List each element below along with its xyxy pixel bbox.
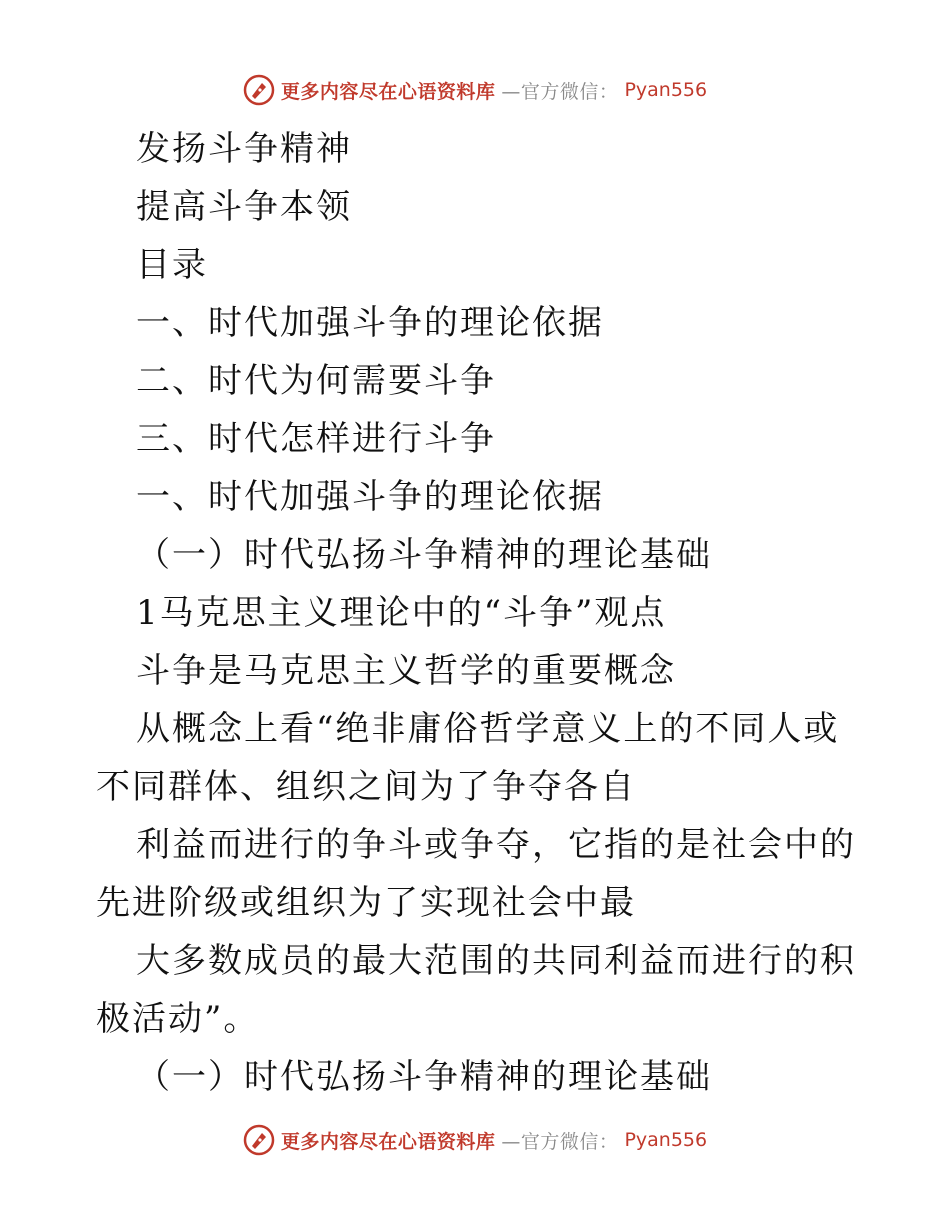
banner-text: 更多内容尽在心语资料库 (280, 1130, 496, 1153)
paragraph-2: 利益而进行的争斗或争夺，它指的是社会中的先进阶级或组织为了实现社会中最 (96, 825, 856, 923)
pen-nib-logo-icon (243, 1124, 275, 1156)
subsection-heading-repeat: （一）时代弘扬斗争精神的理论基础 (136, 1057, 712, 1097)
concept-line: 斗争是马克思主义哲学的重要概念 (136, 651, 676, 691)
header-banner (0, 70, 950, 110)
footer-banner (0, 1120, 950, 1160)
paragraph-1: 从概念上看“绝非庸俗哲学意义上的不同人或不同群体、组织之间为了争夺各自 (96, 709, 840, 807)
banner-wechat-id: Pyan556 (624, 1129, 708, 1151)
toc-item-2: 二、时代为何需要斗争 (136, 361, 496, 401)
toc-item-3: 三、时代怎样进行斗争 (136, 419, 496, 459)
banner-text: 更多内容尽在心语资料库 (280, 80, 496, 103)
title-line-1: 发扬斗争精神 (136, 129, 352, 169)
banner-separator: —官方微信： (501, 80, 619, 103)
document-body (96, 120, 856, 1106)
paragraph-3: 大多数成员的最大范围的共同利益而进行的积极活动”。 (96, 941, 856, 1039)
banner-separator: —官方微信： (501, 1130, 619, 1153)
point-heading: 1马克思主义理论中的“斗争”观点 (136, 593, 667, 633)
section-heading: 一、时代加强斗争的理论依据 (136, 477, 604, 517)
title-line-2: 提高斗争本领 (136, 187, 352, 227)
subsection-heading: （一）时代弘扬斗争精神的理论基础 (136, 535, 712, 575)
toc-heading: 目录 (136, 245, 208, 285)
pen-nib-logo-icon (243, 74, 275, 106)
toc-item-1: 一、时代加强斗争的理论依据 (136, 303, 604, 343)
banner-wechat-id: Pyan556 (624, 79, 708, 101)
